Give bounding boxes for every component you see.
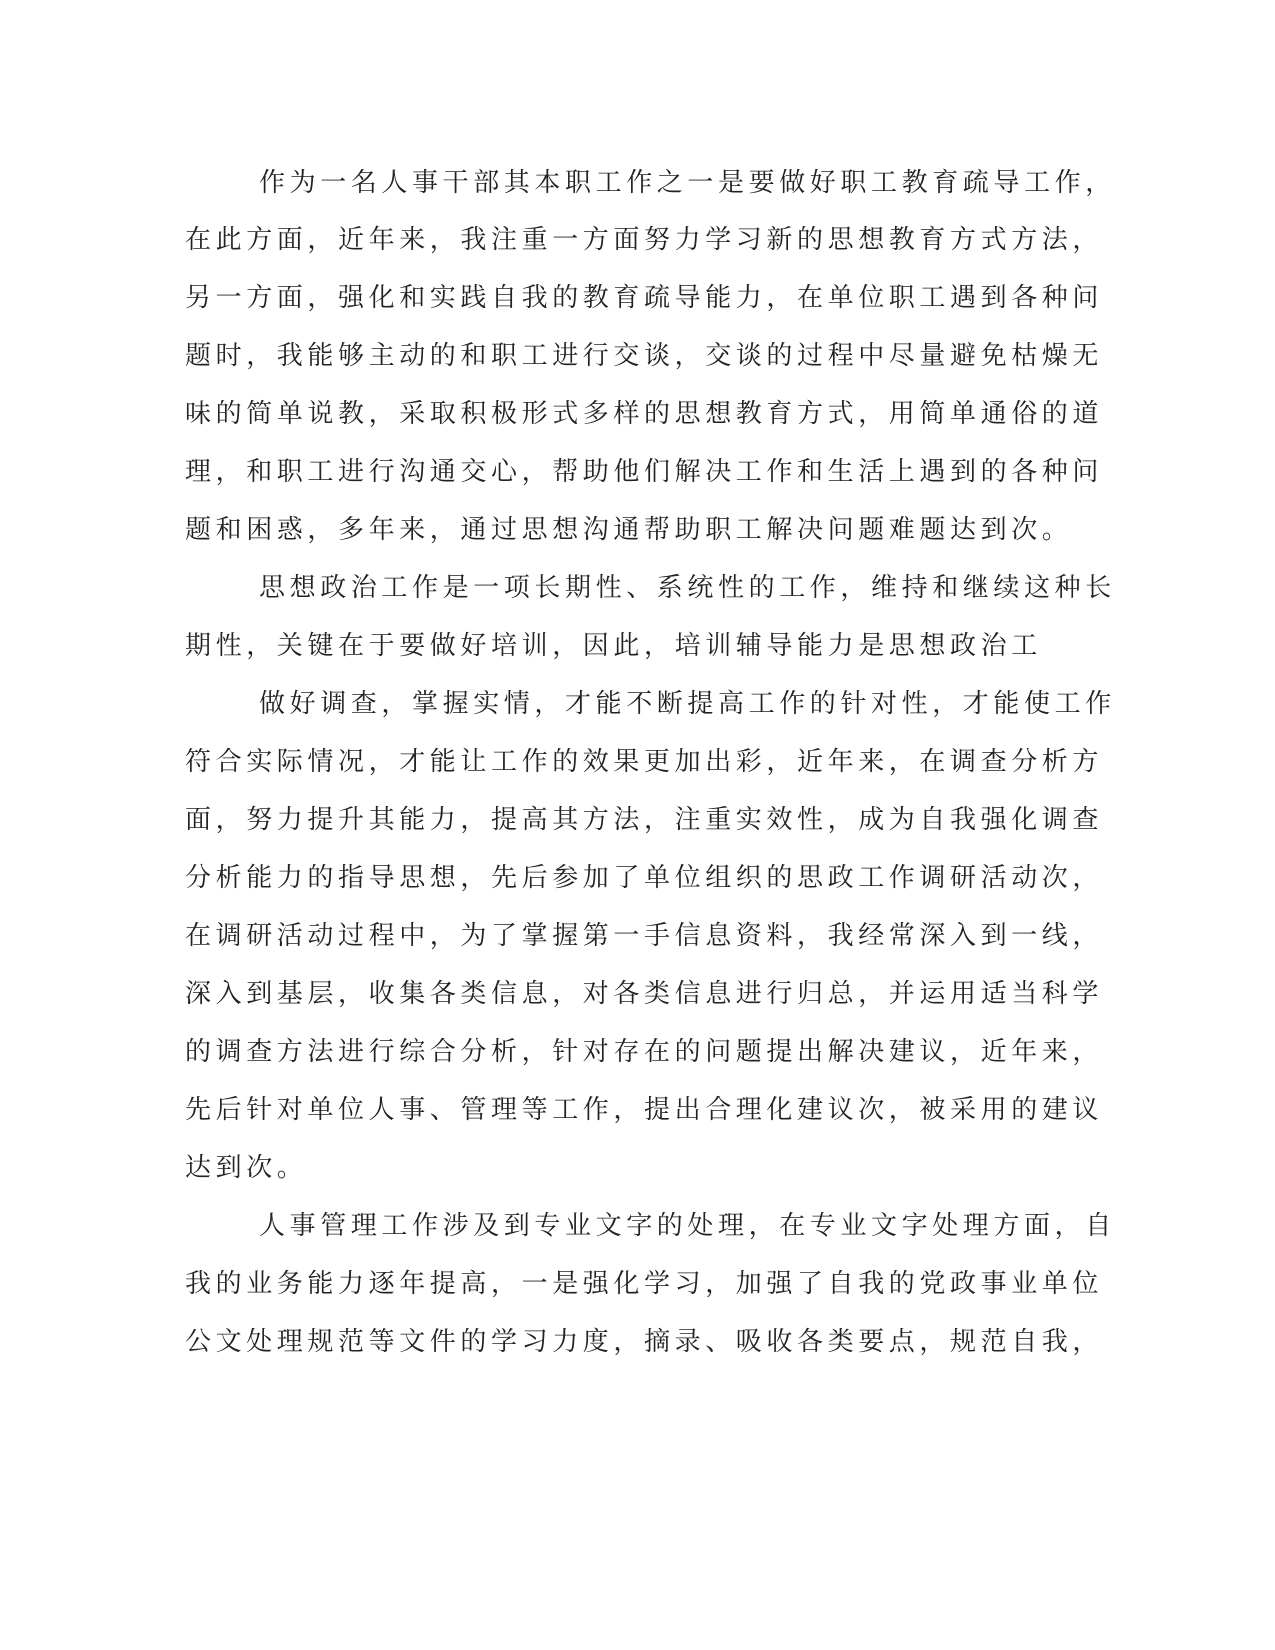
paragraph-3-line-9: 达到次。	[185, 1153, 308, 1183]
paragraph-3-line-8: 先后针对单位人事、管理等工作，提出合理化建议次，被采用的建议	[185, 1095, 1104, 1125]
paragraph-4-line-2: 我的业务能力逐年提高，一是强化学习，加强了自我的党政事业单位	[185, 1269, 1104, 1299]
paragraph-3-line-2: 符合实际情况，才能让工作的效果更加出彩，近年来，在调查分析方	[185, 747, 1104, 777]
paragraph-1-line-5: 味的简单说教，采取积极形式多样的思想教育方式，用简单通俗的道	[185, 399, 1104, 429]
paragraph-1-line-1: 作为一名人事干部其本职工作之一是要做好职工教育疏导工作，	[259, 168, 1116, 198]
paragraph-2-line-1: 思想政治工作是一项长期性、系统性的工作，维持和继续这种长	[259, 573, 1116, 603]
paragraph-3-line-1: 做好调查，掌握实情，才能不断提高工作的针对性，才能使工作	[259, 689, 1116, 719]
paragraph-2-line-2: 期性，关键在于要做好培训，因此，培训辅导能力是思想政治工	[185, 631, 1042, 661]
paragraph-1-line-6: 理，和职工进行沟通交心，帮助他们解决工作和生活上遇到的各种问	[185, 457, 1104, 487]
paragraph-1-line-7: 题和困惑，多年来，通过思想沟通帮助职工解决问题难题达到次。	[185, 515, 1073, 545]
paragraph-1-line-3: 另一方面，强化和实践自我的教育疏导能力，在单位职工遇到各种问	[185, 283, 1104, 313]
paragraph-1-line-2: 在此方面，近年来，我注重一方面努力学习新的思想教育方式方法，	[185, 225, 1104, 255]
paragraph-3-line-3: 面，努力提升其能力，提高其方法，注重实效性，成为自我强化调查	[185, 805, 1104, 835]
paragraph-3-line-4: 分析能力的指导思想，先后参加了单位组织的思政工作调研活动次，	[185, 863, 1104, 893]
paragraph-4-line-1: 人事管理工作涉及到专业文字的处理，在专业文字处理方面，自	[259, 1211, 1116, 1241]
paragraph-3-line-6: 深入到基层，收集各类信息，对各类信息进行归总，并运用适当科学	[185, 979, 1104, 1009]
paragraph-3-line-5: 在调研活动过程中，为了掌握第一手信息资料，我经常深入到一线，	[185, 921, 1104, 951]
paragraph-1-line-4: 题时，我能够主动的和职工进行交谈，交谈的过程中尽量避免枯燥无	[185, 341, 1104, 371]
paragraph-3-line-7: 的调查方法进行综合分析，针对存在的问题提出解决建议，近年来，	[185, 1037, 1104, 1067]
paragraph-4-line-3: 公文处理规范等文件的学习力度，摘录、吸收各类要点，规范自我，	[185, 1327, 1104, 1357]
